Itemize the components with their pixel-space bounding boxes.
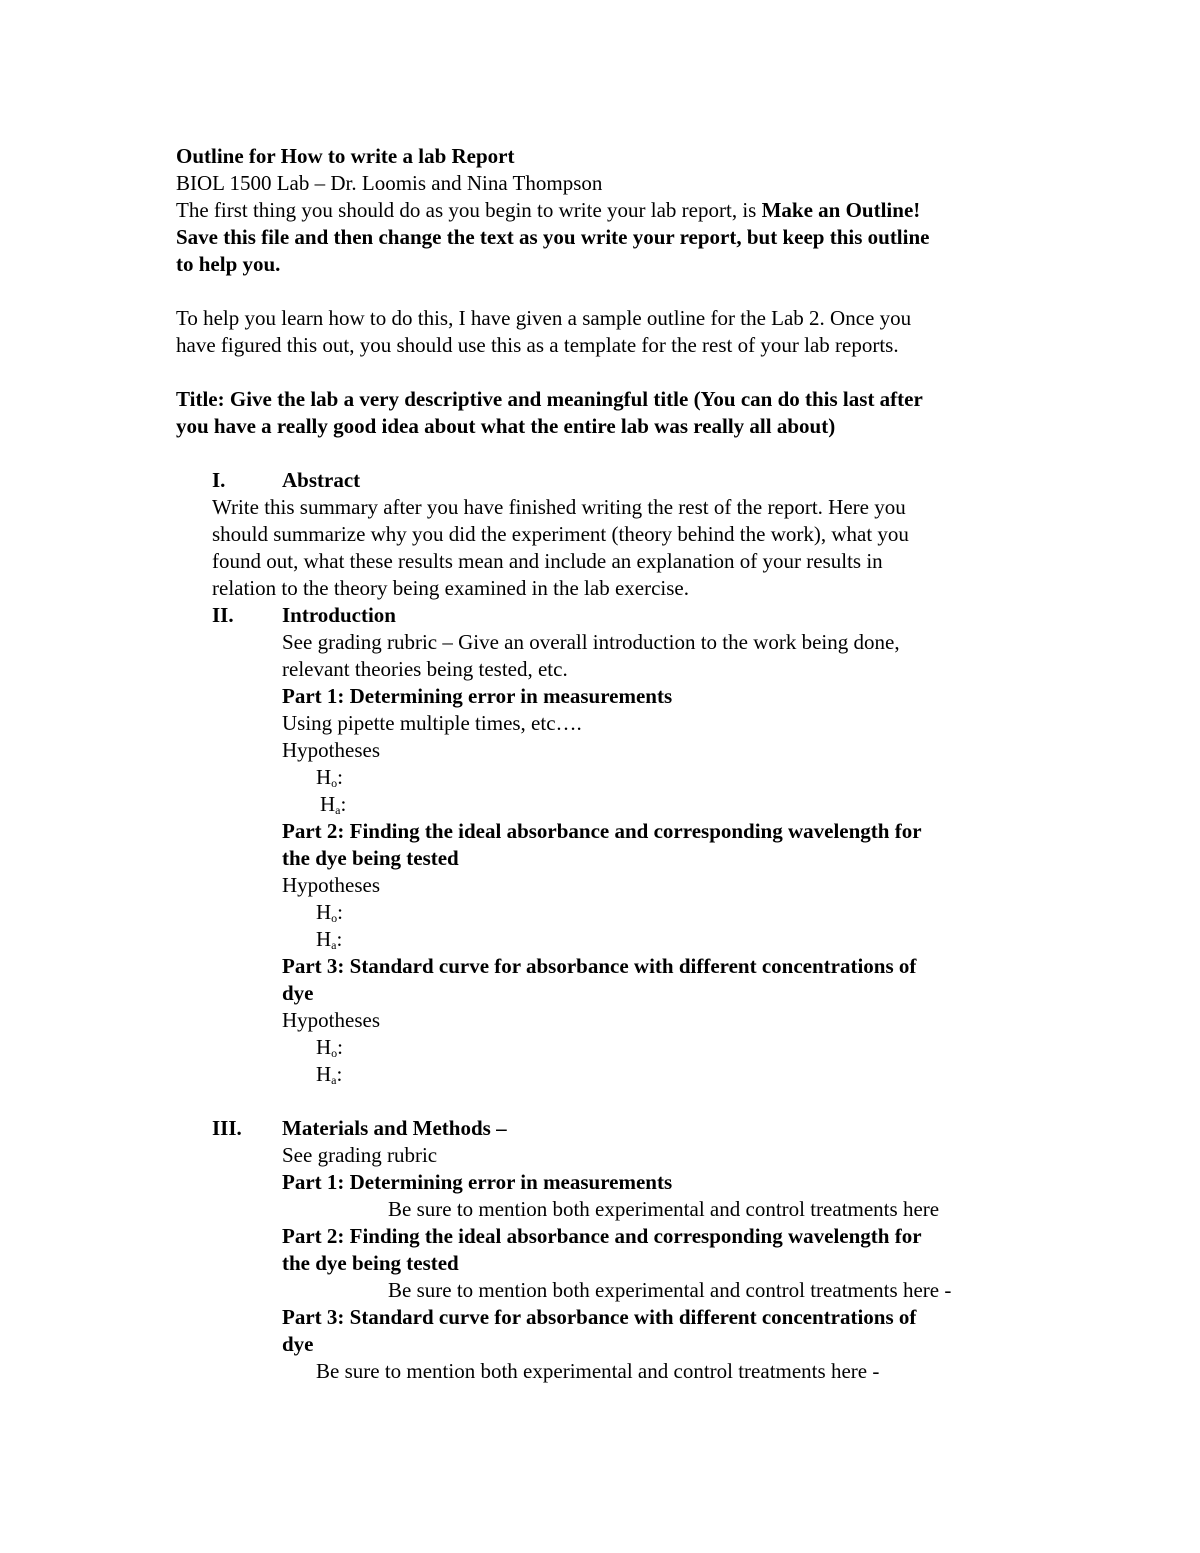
help-line-1: To help you learn how to do this, I have given a sample outline for the Lab 2. Once you [176,306,912,330]
methods-part1-heading: Part 1: Determining error in measurements [282,1170,673,1194]
save-instruction-line-1: Save this file and then change the text as you write your report, but keep this outline [176,225,930,249]
hypotheses-label: Hypotheses [282,873,380,897]
intro-part3-heading-line-2: dye [282,981,314,1005]
section-number: III. [212,1116,242,1140]
section-abstract-heading [176,467,1046,494]
abstract-line: found out, what these results mean and include an explanation of your results in [212,549,883,573]
methods-part3-note: Be sure to mention both experimental and control treatments here - [316,1359,880,1383]
methods-part2-heading-line-2: the dye being tested [282,1251,459,1275]
intro-part1-heading: Part 1: Determining error in measurements [282,684,673,708]
intro-part2-heading-line-2: the dye being tested [282,846,459,870]
title-instruction-line-2: you have a really good idea about what the entire lab was really all about) [176,414,836,438]
section-introduction-heading [176,602,1046,629]
intro-emphasis: Make an Outline! [761,198,921,222]
alternative-hypothesis: $H_a$: [316,1062,343,1087]
abstract-line: should summarize why you did the experiment (theory behind the work), what you [212,522,909,546]
section-heading: Introduction [282,603,396,627]
section-methods-heading [176,1115,1046,1142]
null-hypothesis: $H_o$: [316,900,344,925]
intro-part1-note: Using pipette multiple times, etc…. [282,711,582,735]
title-instruction-line-1: Title: Give the lab a very descriptive and meaningful title (You can do this last after [176,387,923,411]
methods-part3-heading-line-2: dye [282,1332,314,1356]
document-title: Outline for How to write a lab Report [176,144,515,168]
section-heading: Abstract [282,468,361,492]
section-number: I. [212,468,226,492]
spacer [176,359,1046,386]
spacer [176,1088,1046,1115]
abstract-line: Write this summary after you have finished writing the rest of the report. Here you [212,495,906,519]
help-line-2: have figured this out, you should use this as a template for the rest of your lab reports. [176,333,899,357]
intro-text: The first thing you should do as you begin to write your lab report, is [176,198,762,222]
section-heading: Materials and Methods – [282,1116,507,1140]
course-line: BIOL 1500 Lab – Dr. Loomis and Nina Thompson [176,171,603,195]
intro-part3-heading-line-1: Part 3: Standard curve for absorbance with different concentrations of [282,954,917,978]
methods-part1-note: Be sure to mention both experimental and control treatments here [388,1197,940,1221]
alternative-hypothesis: $H_a$: [316,927,343,952]
methods-rubric: See grading rubric [282,1143,438,1167]
spacer [176,278,1046,305]
hypotheses-label: Hypotheses [282,1008,380,1032]
hypotheses-label: Hypotheses [282,738,380,762]
null-hypothesis: $H_o$: [316,765,344,790]
document-body [176,143,1046,1385]
alternative-hypothesis: $H_a$: [320,792,347,817]
intro-part2-heading-line-1: Part 2: Finding the ideal absorbance and corresponding wavelength for [282,819,922,843]
methods-part2-note: Be sure to mention both experimental and control treatments here - [388,1278,952,1302]
save-instruction-line-2: to help you. [176,252,281,276]
abstract-line: relation to the theory being examined in the lab exercise. [212,576,689,600]
methods-part3-heading-line-1: Part 3: Standard curve for absorbance with different concentrations of [282,1305,917,1329]
methods-part2-heading-line-1: Part 2: Finding the ideal absorbance and corresponding wavelength for [282,1224,922,1248]
intro-rubric-line-2: relevant theories being tested, etc. [282,657,568,681]
section-number: II. [212,603,234,627]
spacer [176,440,1046,467]
null-hypothesis: $H_o$: [316,1035,344,1060]
intro-line [176,197,1046,224]
intro-rubric-line-1: See grading rubric – Give an overall introduction to the work being done, [282,630,900,654]
